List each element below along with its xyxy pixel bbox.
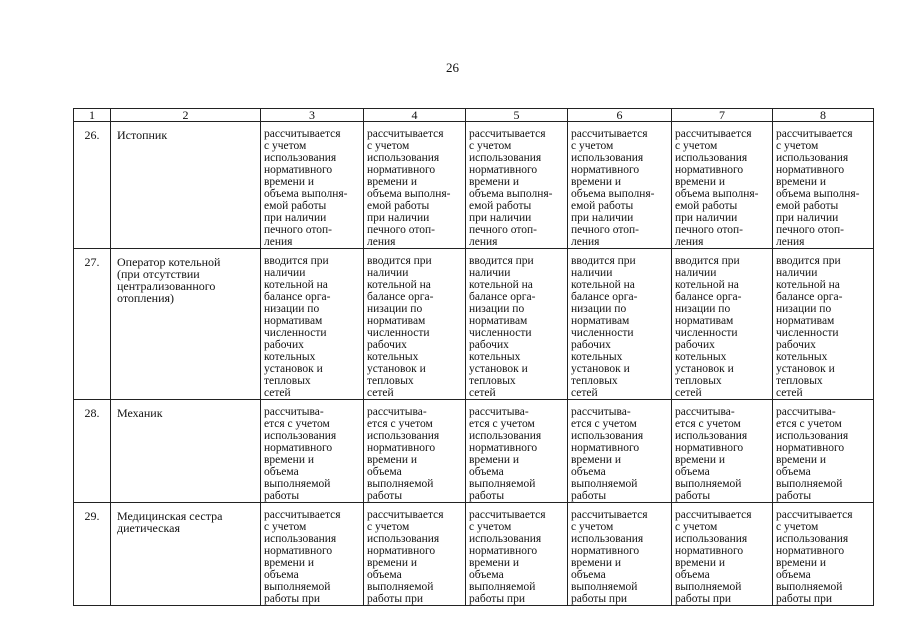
table-cell xyxy=(261,249,364,400)
column-header: 3 xyxy=(261,109,364,122)
cell-text: рассчитывается с учетом использования нормативного времени и объема выполняемой работы при xyxy=(264,509,341,605)
table-cell xyxy=(466,503,568,606)
cell-text: рассчитывается с учетом использования нормативного времени и объема выполня- емой работы при наличии печного отоп- ления xyxy=(367,128,451,248)
cell-text: рассчитыва- ется с учетом использования нормативного времени и объема выполняемой работы xyxy=(367,406,440,502)
column-header: 6 xyxy=(568,109,672,122)
position-name xyxy=(111,249,261,400)
column-header: 4 xyxy=(364,109,466,122)
table-cell xyxy=(568,503,672,606)
page-number: 26 xyxy=(446,60,459,75)
table-cell xyxy=(773,503,874,606)
cell-text: рассчитывается с учетом использования нормативного времени и объема выполня- емой работы при наличии печного отоп- ления xyxy=(571,128,655,248)
table-cell xyxy=(773,122,874,249)
cell-text: рассчитыва- ется с учетом использования нормативного времени и объема выполняемой работы xyxy=(571,406,644,502)
row-number: 29. xyxy=(74,503,111,606)
table-cell xyxy=(466,249,568,400)
position-name xyxy=(111,400,261,503)
table-row xyxy=(74,122,874,249)
cell-text: рассчитывается с учетом использования нормативного времени и объема выполняемой работы при xyxy=(675,509,752,605)
table-row xyxy=(74,249,874,400)
table-cell xyxy=(466,400,568,503)
cell-text: вводится при наличии котельной на балансе орга- низации по нормативам численности рабочих котельных установок и тепловых сетей xyxy=(367,255,434,399)
table-cell xyxy=(466,122,568,249)
staffing-table xyxy=(73,108,874,606)
table-cell xyxy=(261,503,364,606)
table-cell xyxy=(672,122,773,249)
row-number: 28. xyxy=(74,400,111,503)
position-name-text: Механик xyxy=(117,406,163,420)
table-cell xyxy=(364,249,466,400)
cell-text: рассчитыва- ется с учетом использования нормативного времени и объема выполняемой работы xyxy=(469,406,542,502)
cell-text: вводится при наличии котельной на балансе орга- низации по нормативам численности рабочих котельных установок и тепловых сетей xyxy=(675,255,742,399)
table-cell xyxy=(364,503,466,606)
table-cell xyxy=(364,122,466,249)
column-header: 5 xyxy=(466,109,568,122)
table-cell xyxy=(568,122,672,249)
cell-text: рассчитывается с учетом использования нормативного времени и объема выполняемой работы при xyxy=(469,509,546,605)
cell-text: вводится при наличии котельной на балансе орга- низации по нормативам численности рабочих котельных установок и тепловых сетей xyxy=(469,255,536,399)
column-header: 7 xyxy=(672,109,773,122)
row-number: 27. xyxy=(74,249,111,400)
table-row xyxy=(74,400,874,503)
cell-text: рассчитывается с учетом использования нормативного времени и объема выполня- емой работы при наличии печного отоп- ления xyxy=(264,128,348,248)
table-cell xyxy=(672,503,773,606)
position-name xyxy=(111,122,261,249)
table-cell xyxy=(261,122,364,249)
table-cell xyxy=(672,400,773,503)
table-cell xyxy=(568,400,672,503)
cell-text: вводится при наличии котельной на балансе орга- низации по нормативам численности рабочих котельных установок и тепловых сетей xyxy=(264,255,331,399)
cell-text: рассчитывается с учетом использования нормативного времени и объема выполняемой работы при xyxy=(776,509,853,605)
cell-text: рассчитывается с учетом использования нормативного времени и объема выполня- емой работы при наличии печного отоп- ления xyxy=(675,128,759,248)
cell-text: рассчитыва- ется с учетом использования нормативного времени и объема выполняемой работы xyxy=(675,406,748,502)
table-cell xyxy=(773,249,874,400)
table-cell xyxy=(568,249,672,400)
cell-text: рассчитывается с учетом использования нормативного времени и объема выполня- емой работы при наличии печного отоп- ления xyxy=(469,128,553,248)
cell-text: рассчитыва- ется с учетом использования нормативного времени и объема выполняемой работы xyxy=(264,406,337,502)
position-name xyxy=(111,503,261,606)
position-name-text: Оператор котельной (при отсутствии централизованного отопления) xyxy=(117,255,221,305)
table-cell xyxy=(364,400,466,503)
cell-text: рассчитыва- ется с учетом использования нормативного времени и объема выполняемой работы xyxy=(776,406,849,502)
cell-text: вводится при наличии котельной на балансе орга- низации по нормативам численности рабочих котельных установок и тепловых сетей xyxy=(571,255,638,399)
cell-text: рассчитывается с учетом использования нормативного времени и объема выполня- емой работы при наличии печного отоп- ления xyxy=(776,128,860,248)
table-cell xyxy=(261,400,364,503)
table-cell xyxy=(672,249,773,400)
table-row xyxy=(74,503,874,606)
column-header: 2 xyxy=(111,109,261,122)
cell-text: рассчитывается с учетом использования нормативного времени и объема выполняемой работы при xyxy=(367,509,444,605)
cell-text: рассчитывается с учетом использования нормативного времени и объема выполняемой работы при xyxy=(571,509,648,605)
position-name-text: Истопник xyxy=(117,128,168,142)
column-header: 8 xyxy=(773,109,874,122)
table-cell xyxy=(773,400,874,503)
cell-text: вводится при наличии котельной на балансе орга- низации по нормативам численности рабочих котельных установок и тепловых сетей xyxy=(776,255,843,399)
column-number-row xyxy=(74,109,874,122)
column-header: 1 xyxy=(74,109,111,122)
position-name-text: Медицинская сестра диетическая xyxy=(117,509,223,535)
row-number: 26. xyxy=(74,122,111,249)
